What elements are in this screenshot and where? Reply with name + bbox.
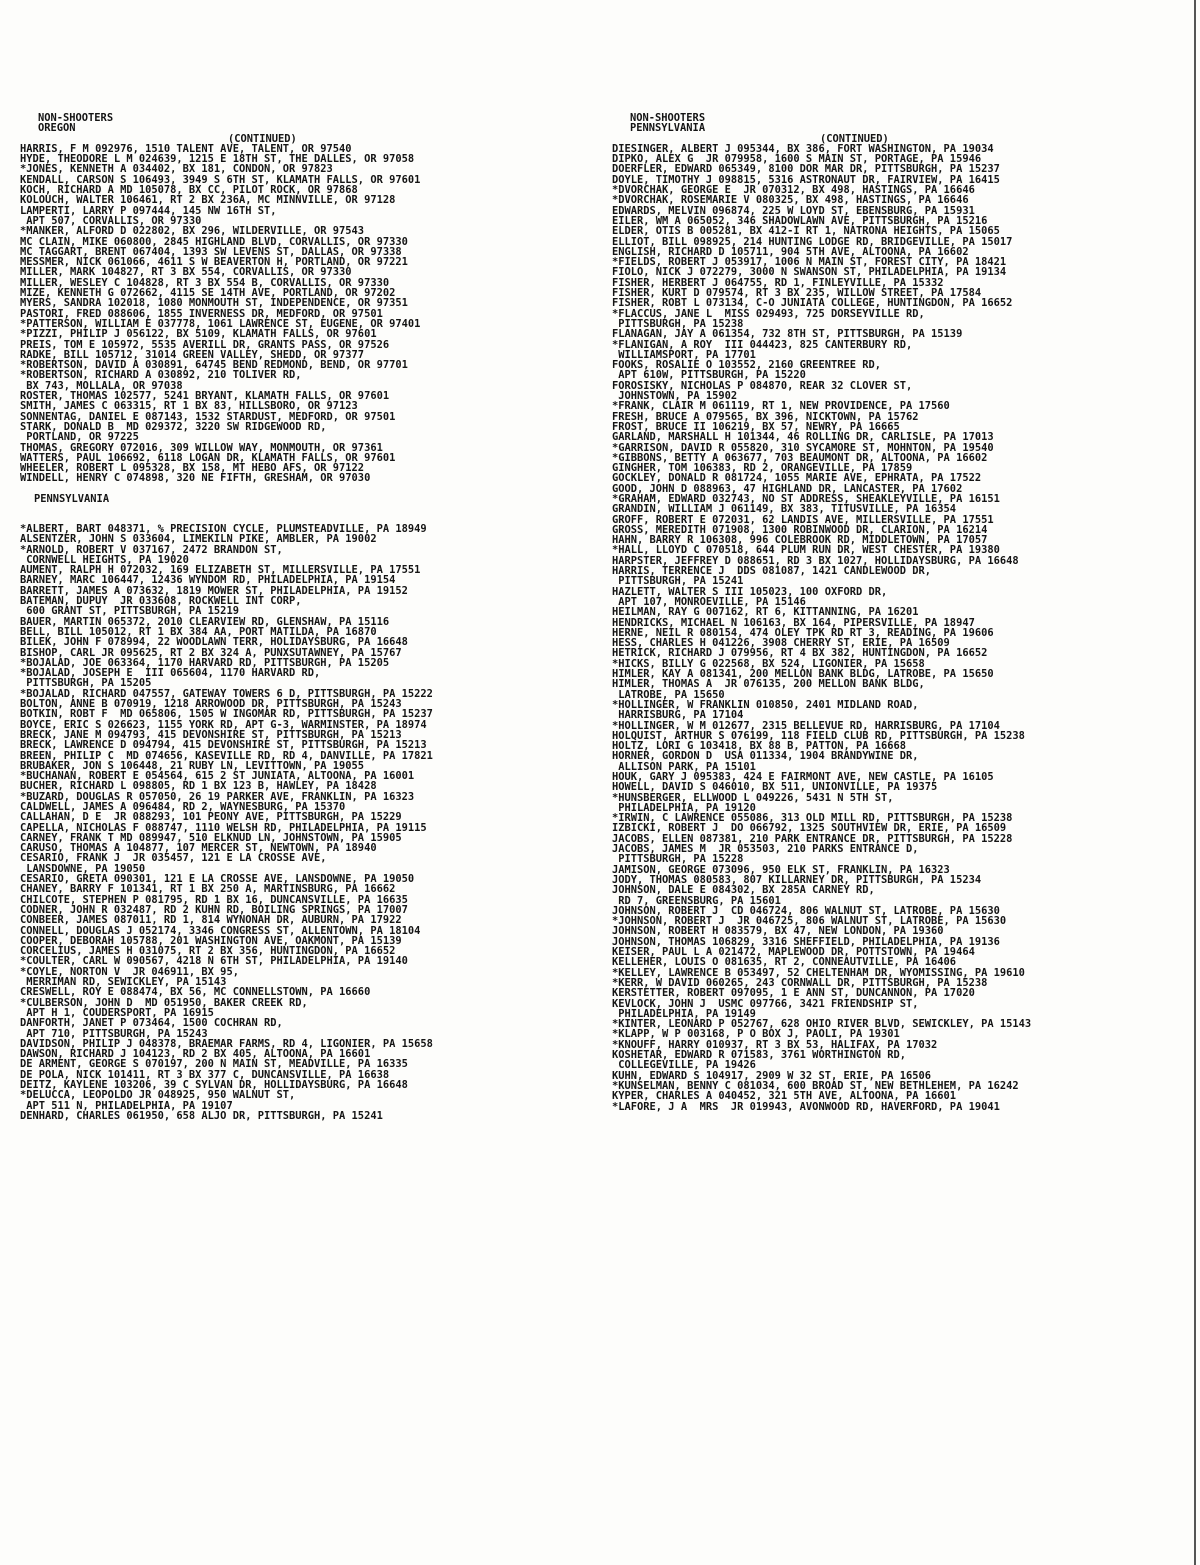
- directory-entry: COOPER, DEBORAH 105788, 201 WASHINGTON AVE, OAKMONT, PA 15139: [20, 934, 402, 947]
- directory-entry: JACOBS, ELLEN 087381, 210 PARK ENTRANCE DR, PITTSBURGH, PA 15228: [612, 832, 1013, 845]
- directory-entry: PORTLAND, OR 97225: [20, 431, 139, 444]
- directory-entry: *KLAPP, W P 003168, P O BOX J, PAOLI, PA 19301: [612, 1028, 900, 1041]
- directory-entry: MILLER, WESLEY C 104828, RT 3 BX 554 B, CORVALLIS, OR 97330: [20, 276, 390, 289]
- directory-entry: *CULBERSON, JOHN D MD 051950, BAKER CREEK RD,: [20, 996, 308, 1009]
- directory-entry: FOROSISKY, NICHOLAS P 084870, REAR 32 CLOVER ST,: [612, 379, 913, 392]
- directory-entry: LANSDOWNE, PA 19050: [20, 862, 146, 875]
- directory-entry: HYDE, THEODORE L M 024639, 1215 E 18TH ST, THE DALLES, OR 97058: [20, 153, 415, 166]
- directory-entry: CARNEY, FRANK T MD 089947, 510 ELKNUD LN, JOHNSTOWN, PA 15905: [20, 831, 402, 844]
- left-entry-list-oregon: [20, 144, 580, 484]
- directory-entry: BX 743, MOLLALA, OR 97038: [20, 379, 183, 392]
- directory-entry: BRECK, JANE M 094793, 415 DEVONSHIRE ST, PITTSBURGH, PA 15213: [20, 728, 402, 741]
- directory-entry: COLLEGEVILLE, PA 19426: [612, 1059, 756, 1072]
- directory-entry: JOHNSON, DALE E 084302, BX 285A CARNEY RD,: [612, 884, 875, 897]
- directory-entry: BUCHER, RICHARD L 098805, RD 1 BX 123 B, HAWLEY, PA 18428: [20, 780, 377, 793]
- directory-entry: JACOBS, JAMES M JR 053503, 210 PARKS ENTRANCE D,: [612, 843, 919, 856]
- directory-entry: *HOLLINGER, W M 012677, 2315 BELLEVUE RD, HARRISBURG, PA 17104: [612, 719, 1000, 732]
- directory-entry: GRANDIN, WILLIAM J 061149, BX 383, TITUSVILLE, PA 16354: [612, 503, 957, 516]
- directory-entry: BRECK, LAWRENCE D 094794, 415 DEVONSHIRE ST, PITTSBURGH, PA 15213: [20, 739, 427, 752]
- directory-entry: FISHER, KURT D 079574, RT 3 BX 235, WILLOW STREET, PA 17584: [612, 287, 982, 300]
- directory-entry: DE ARMENT, GEORGE S 070197, 200 N MAIN ST, MEADVILLE, PA 16335: [20, 1058, 408, 1071]
- directory-entry: *BUZARD, DOUGLAS R 057050, 26 19 PARKER AVE, FRANKLIN, PA 16323: [20, 790, 415, 803]
- directory-entry: DOYLE, TIMOTHY J 098815, 5316 ASTRONAUT DR, FAIRVIEW, PA 16415: [612, 173, 1000, 186]
- directory-entry: DE POLA, NICK 101411, RT 3 BX 377 C, DUNCANSVILLE, PA 16638: [20, 1068, 390, 1081]
- directory-entry: CAPELLA, NICHOLAS F 088747, 1110 WELSH RD, PHILADELPHIA, PA 19115: [20, 821, 427, 834]
- directory-entry: HOWELL, DAVID S 046010, BX 511, UNIONVILLE, PA 19375: [612, 781, 938, 794]
- directory-entry: KENDALL, CARSON S 106493, 3949 S 6TH ST, KLAMATH FALLS, OR 97601: [20, 173, 421, 186]
- directory-entry: *BOJALAD, RICHARD 047557, GATEWAY TOWERS 6 D, PITTSBURGH, PA 15222: [20, 687, 433, 700]
- directory-entry: IZBICKI, ROBERT J DO 066792, 1325 SOUTHVIEW DR, ERIE, PA 16509: [612, 822, 1007, 835]
- directory-entry: KOLOUCH, WALTER 106461, RT 2 BX 236A, MC MINNVILLE, OR 97128: [20, 194, 396, 207]
- directory-entry: LAMPERTI, LARRY P 097444, 145 NW 16TH ST,: [20, 204, 277, 217]
- directory-entry: DANFORTH, JANET P 073464, 1500 COCHRAN RD,: [20, 1017, 283, 1030]
- directory-entry: KOCH, RICHARD A MD 105078, BX CC, PILOT ROCK, OR 97868: [20, 184, 358, 197]
- directory-entry: *KELLEY, LAWRENCE B 053497, 52 CHELTENHAM DR, WYOMISSING, PA 19610: [612, 966, 1025, 979]
- directory-entry: HIMLER, KAY A 081341, 200 MELLON BANK BLDG, LATROBE, PA 15650: [612, 668, 994, 681]
- directory-entry: BILEK, JOHN F 078994, 22 WOODLAWN TERR, HOLIDAYSBURG, PA 16648: [20, 636, 408, 649]
- directory-entry: HORNER, GORDON D USA 011334, 1904 BRANDYWINE DR,: [612, 750, 919, 763]
- directory-entry: CESARIO, GRETA 090301, 121 E LA CROSSE AVE, LANSDOWNE, PA 19050: [20, 873, 415, 886]
- directory-entry: GOCKLEY, DONALD R 081724, 1055 MARIE AVE, EPHRATA, PA 17522: [612, 472, 982, 485]
- directory-entry: *JONES, KENNETH A 034402, BX 181, CONDON, OR 97823: [20, 163, 333, 176]
- directory-entry: MERRIMAN RD, SEWICKLEY, PA 15143: [20, 976, 227, 989]
- directory-entry: *FIELDS, ROBERT J 053917, 1006 N MAIN ST, FOREST CITY, PA 18421: [612, 256, 1007, 269]
- left-entry-list-pennsylvania: [20, 524, 580, 1121]
- directory-entry: *ALBERT, BART 048371, % PRECISION CYCLE, PLUMSTEADVILLE, PA 18949: [20, 522, 427, 535]
- directory-entry: *HALL, LLOYD C 070518, 644 PLUM RUN DR, WEST CHESTER, PA 19380: [612, 544, 1000, 557]
- directory-entry: *GIBBONS, BETTY A 063677, 703 BEAUMONT DR, ALTOONA, PA 16602: [612, 451, 988, 464]
- directory-entry: JOHNSON, THOMAS 106829, 3316 SHEFFIELD, PHILADELPHIA, PA 19136: [612, 935, 1000, 948]
- directory-entry: APT 511 N, PHILADELPHIA, PA 19107: [20, 1099, 233, 1112]
- directory-entry: HARRIS, TERRENCE J DDS 081087, 1421 CANDLEWOOD DR,: [612, 565, 932, 578]
- directory-entry: FOOKS, ROSALIE O 103552, 2160 GREENTREE RD,: [612, 359, 881, 372]
- directory-entry: FISHER, ROBT L 073134, C-O JUNIATA COLLEGE, HUNTINGDON, PA 16652: [612, 297, 1013, 310]
- directory-entry: APT 507, CORVALLIS, OR 97330: [20, 214, 202, 227]
- directory-entry: HOLQUIST, ARTHUR S 076199, 118 FIELD CLUB RD, PITTSBURGH, PA 15238: [612, 729, 1025, 742]
- directory-entry: ELLIOT, BILL 098925, 214 HUNTING LODGE RD, BRIDGEVILLE, PA 15017: [612, 235, 1013, 248]
- directory-entry: *KINTER, LEONARD P 052767, 628 OHIO RIVER BLVD, SEWICKLEY, PA 15143: [612, 1018, 1032, 1031]
- directory-entry: APT 610W, PITTSBURGH, PA 15220: [612, 369, 806, 382]
- directory-entry: JOHNSON, ROBERT J CD 046724, 806 WALNUT ST, LATROBE, PA 15630: [612, 904, 1000, 917]
- directory-entry: BARRETT, JAMES A 073632, 1819 MOWER ST, PHILADELPHIA, PA 19152: [20, 584, 408, 597]
- directory-entry: GROSS, MEREDITH 071908, 1300 ROBINWOOD DR, CLARION, PA 16214: [612, 523, 988, 536]
- directory-entry: BOLTON, ANNE B 070919, 1218 ARROWOOD DR, PITTSBURGH, PA 15243: [20, 698, 402, 711]
- directory-entry: HOUK, GARY J 095383, 424 E FAIRMONT AVE, NEW CASTLE, PA 16105: [612, 771, 994, 783]
- left-continued: (CONTINUED): [228, 132, 297, 145]
- directory-entry: MIZE, KENNETH G 072662, 4115 SE 14TH AVE, PORTLAND, OR 97202: [20, 287, 396, 300]
- directory-entry: *LAFORE, J A MRS JR 019943, AVONWOOD RD, HAVERFORD, PA 19041: [612, 1100, 1000, 1113]
- directory-entry: STARK, DONALD B MD 029372, 3220 SW RIDGEWOOD RD,: [20, 420, 327, 433]
- directory-entry: KOSHETAR, EDWARD R 071583, 3761 WORTHINGTON RD,: [612, 1049, 907, 1062]
- right-column: [612, 113, 1182, 1112]
- directory-entry: ROSTER, THOMAS 102577, 5241 BRYANT, KLAMATH FALLS, OR 97601: [20, 390, 390, 403]
- directory-entry: LATROBE, PA 15650: [612, 688, 725, 701]
- directory-entry: *DVORCHAK, GEORGE E JR 070312, BX 498, HASTINGS, PA 16646: [612, 184, 975, 197]
- directory-entry: HESS, CHARLES H 041226, 3908 CHERRY ST, ERIE, PA 16509: [612, 637, 950, 650]
- directory-entry: EILER, WM A 065052, 346 SHADOWLAWN AVE, PITTSBURGH, PA 15216: [612, 214, 988, 227]
- directory-entry: MYERS, SANDRA 102018, 1080 MONMOUTH ST, INDEPENDENCE, OR 97351: [20, 297, 408, 310]
- left-header-title: NON-SHOOTERS: [38, 112, 114, 124]
- directory-entry: HARRISBURG, PA 17104: [612, 709, 744, 722]
- directory-entry: KEISER, PAUL L A 021472, MAPLEWOOD DR, POTTSTOWN, PA 19464: [612, 946, 975, 959]
- directory-entry: CONNELL, DOUGLAS J 052174, 3346 CONGRESS ST, ALLENTOWN, PA 18104: [20, 924, 421, 937]
- directory-entry: CONBEER, JAMES 087011, RD 1, 814 WYNONAH DR, AUBURN, PA 17922: [20, 914, 402, 927]
- directory-entry: *PIZZI, PHILIP J 056122, BX 5109, KLAMATH FALLS, OR 97601: [20, 328, 377, 341]
- directory-entry: *PATTERSON, WILLIAM E 037778, 1061 LAWRENCE ST, EUGENE, OR 97401: [20, 317, 421, 330]
- directory-entry: CORCELIUS, JAMES H 031075, RT 2 BX 356, HUNTINGDON, PA 16652: [20, 945, 396, 958]
- directory-entry: *FRANK, CLAIR M 061119, RT 1, NEW PROVIDENCE, PA 17560: [612, 400, 950, 413]
- directory-entry: CODNER, JOHN R 032487, RD 2 KUHN RD, BOILING SPRINGS, PA 17007: [20, 903, 408, 916]
- directory-entry: BAUER, MARTIN 065372, 2010 CLEARVIEW RD, GLENSHAW, PA 15116: [20, 615, 390, 628]
- directory-entry: 600 GRANT ST, PITTSBURGH, PA 15219: [20, 605, 239, 618]
- directory-entry: DAWSON, RICHARD J 104123, RD 2 BX 405, ALTOONA, PA 16601: [20, 1048, 371, 1061]
- directory-entry: DAVIDSON, PHILIP J 048378, BRAEMAR FARMS, RD 4, LIGONIER, PA 15658: [20, 1037, 433, 1050]
- directory-entry: CESARIO, FRANK J JR 035457, 121 E LA CROSSE AVE,: [20, 852, 327, 865]
- directory-entry: BATEMAN, DUPUY JR 033608, ROCKWELL INT CORP,: [20, 595, 302, 608]
- directory-entry: *HOLLINGER, W FRANKLIN 010850, 2401 MIDLAND ROAD,: [612, 698, 919, 711]
- directory-entry: ALLISON PARK, PA 15101: [612, 760, 756, 773]
- directory-entry: DEITZ, KAYLENE 103206, 39 C SYLVAN DR, HOLLIDAYSBURG, PA 16648: [20, 1079, 408, 1092]
- left-header-state: OREGON: [38, 122, 76, 135]
- directory-entry: *COYLE, NORTON V JR 046911, BX 95,: [20, 965, 239, 978]
- directory-entry: APT H 1, COUDERSPORT, PA 16915: [20, 1006, 214, 1019]
- directory-entry: APT 107, MONROEVILLE, PA 15146: [612, 595, 806, 608]
- directory-entry: *ROBERTSON, RICHARD A 030892, 210 TOLIVER RD,: [20, 369, 302, 382]
- directory-entry: DENHARD, CHARLES 061950, 658 ALJO DR, PITTSBURGH, PA 15241: [20, 1109, 383, 1122]
- directory-entry: *GARRISON, DAVID R 055820, 310 SYCAMORE ST, MOHNTON, PA 19540: [612, 441, 994, 454]
- directory-entry: BRUBAKER, JON S 106448, 21 RUBY LN, LEVITTOWN, PA 19055: [20, 759, 365, 772]
- directory-entry: *ARNOLD, ROBERT V 037167, 2472 BRANDON ST,: [20, 543, 283, 556]
- directory-entry: RD 7, GREENSBURG, PA 15601: [612, 894, 781, 907]
- directory-entry: APT 710, PITTSBURGH, PA 15243: [20, 1027, 208, 1040]
- directory-entry: MILLER, MARK 104827, RT 3 BX 554, CORVALLIS, OR 97330: [20, 266, 352, 279]
- directory-entry: RADKE, BILL 105712, 31014 GREEN VALLEY, SHEDD, OR 97377: [20, 348, 365, 361]
- right-header-title: NON-SHOOTERS: [630, 112, 706, 124]
- directory-entry: *ROBERTSON, DAVID A 030891, 64745 BEND REDMOND, BEND, OR 97701: [20, 359, 408, 372]
- directory-entry: *KNOUFF, HARRY 010937, RT 3 BX 53, HALIFAX, PA 17032: [612, 1038, 938, 1051]
- directory-entry: *FLANIGAN, A ROY III 044423, 825 CANTERBURY RD,: [612, 338, 913, 351]
- directory-entry: KEVLOCK, JOHN J USMC 097766, 3421 FRIENDSHIP ST,: [612, 997, 919, 1010]
- directory-entry: PHILADELPHIA, PA 19149: [612, 1007, 756, 1020]
- directory-entry: PITTSBURGH, PA 15228: [612, 853, 744, 866]
- directory-entry: MC CLAIN, MIKE 060800, 2845 HIGHLAND BLVD, CORVALLIS, OR 97330: [20, 235, 408, 248]
- directory-entry: BOYCE, ERIC S 026623, 1155 YORK RD, APT G-3, WARMINSTER, PA 18974: [20, 718, 427, 731]
- directory-entry: *IRWIN, C LAWRENCE 055086, 313 OLD MILL RD, PITTSBURGH, PA 15238: [612, 812, 1013, 825]
- directory-entry: CRESWELL, ROY E 088474, BX 56, MC CONNELLSTOWN, PA 16660: [20, 986, 371, 999]
- directory-entry: CHILCOTE, STEPHEN P 081795, RD 1 BX 16, DUNCANSVILLE, PA 16635: [20, 893, 408, 906]
- directory-entry: JAMISON, GEORGE 073096, 950 ELK ST, FRANKLIN, PA 16323: [612, 863, 950, 876]
- directory-entry: WILLIAMSPORT, PA 17701: [612, 348, 756, 361]
- directory-entry: FISHER, HERBERT J 064755, RD 1, FINLEYVILLE, PA 15332: [612, 276, 944, 289]
- directory-entry: HAZLETT, WALTER S III 105023, 100 OXFORD DR,: [612, 585, 888, 598]
- directory-entry: FLANAGAN, JAY A 061354, 732 8TH ST, PITTSBURGH, PA 15139: [612, 328, 963, 341]
- directory-entry: SMITH, JAMES C 063315, RT 1 BX 83, HILLSBORO, OR 97123: [20, 400, 358, 413]
- directory-entry: *HUNSBERGER, ELLWOOD L 049226, 5431 N 5TH ST,: [612, 791, 894, 804]
- directory-entry: HOLTZ, LORI G 103418, BX 88 B, PATTON, PA 16668: [612, 740, 907, 753]
- directory-entry: CALLAHAN, D E JR 088293, 101 PEONY AVE, PITTSBURGH, PA 15229: [20, 811, 402, 824]
- directory-entry: *KUNSELMAN, BENNY C 081034, 600 BROAD ST, NEW BETHLEHEM, PA 16242: [612, 1079, 1019, 1092]
- directory-entry: GARLAND, MARSHALL H 101344, 46 ROLLING DR, CARLISLE, PA 17013: [612, 431, 994, 444]
- directory-entry: HARRIS, F M 092976, 1510 TALENT AVE, TALENT, OR 97540: [20, 142, 352, 155]
- directory-entry: HERNE, NEIL R 080154, 474 OLEY TPK RD RT 3, READING, PA 19606: [612, 626, 994, 639]
- directory-entry: BISHOP, CARL JR 095625, RT 2 BX 324 A, PUNXSUTAWNEY, PA 15767: [20, 646, 402, 659]
- directory-entry: JOHNSON, ROBERT H 083579, BX 47, NEW LONDON, PA 19360: [612, 925, 944, 938]
- directory-entry: FRESH, BRUCE A 079565, BX 396, NICKTOWN, PA 15762: [612, 410, 919, 423]
- directory-entry: HARPSTER, JEFFREY D 088651, RD 3 BX 1027, HOLLIDAYSBURG, PA 16648: [612, 554, 1019, 567]
- directory-entry: ALSENTZER, JOHN S 033604, LIMEKILN PIKE, AMBLER, PA 19002: [20, 533, 377, 546]
- directory-entry: GOOD, JOHN D 088963, 47 HIGHLAND DR, LANCASTER, PA 17602: [612, 482, 963, 495]
- directory-entry: *BOJALAD, JOSEPH E III 065604, 1170 HARVARD RD,: [20, 667, 321, 680]
- directory-entry: WATTERS, PAUL 106692, 6118 LOGAN DR, KLAMATH FALLS, OR 97601: [20, 451, 396, 464]
- directory-entry: BOTKIN, ROBT F MD 065806, 1505 W INGOMAR RD, PITTSBURGH, PA 15237: [20, 708, 433, 721]
- directory-entry: JODY, THOMAS 080583, 807 KILLARNEY DR, PITTSBURGH, PA 15234: [612, 873, 982, 886]
- directory-entry: DIESINGER, ALBERT J 095344, BX 386, FORT WASHINGTON, PA 19034: [612, 142, 994, 155]
- directory-entry: *HICKS, BILLY G 022568, BX 524, LIGONIER, PA 15658: [612, 657, 925, 670]
- directory-entry: *DVORCHAK, ROSEMARIE V 080325, BX 498, HASTINGS, PA 16646: [612, 194, 969, 207]
- directory-entry: *KERR, W DAVID 060265, 243 CORNWALL DR, PITTSBURGH, PA 15238: [612, 976, 988, 989]
- directory-entry: ELDER, OTIS B 005281, BX 412-I RT 1, NATRONA HEIGHTS, PA 15065: [612, 225, 1000, 238]
- directory-entry: *BOJALAD, JOE 063364, 1170 HARVARD RD, PITTSBURGH, PA 15205: [20, 656, 390, 669]
- directory-entry: EDWARDS, MELVIN 096874, 225 W LOYD ST, EBENSBURG, PA 15931: [612, 204, 975, 217]
- directory-entry: BREEN, PHILIP C MD 074656, KASEVILLE RD, RD 4, DANVILLE, PA 17821: [20, 749, 433, 762]
- directory-entry: CARUSO, THOMAS A 104877, 107 MERCER ST, NEWTOWN, PA 18940: [20, 842, 377, 855]
- page-edge: [1194, 0, 1196, 1565]
- directory-entry: *DELUCCA, LEOPOLDO JR 048925, 950 WALNUT ST,: [20, 1089, 296, 1102]
- directory-entry: CORNWELL HEIGHTS, PA 19020: [20, 553, 189, 566]
- directory-entry: HENDRICKS, MICHAEL N 106163, BX 164, PIPERSVILLE, PA 18947: [612, 616, 975, 629]
- right-continued: (CONTINUED): [820, 132, 889, 145]
- directory-entry: WHEELER, ROBERT L 095328, BX 158, MT HEBO AFS, OR 97122: [20, 462, 365, 475]
- directory-entry: *COULTER, CARL W 090567, 4218 N 6TH ST, PHILADELPHIA, PA 19140: [20, 955, 408, 968]
- directory-entry: KELLEHER, LOUIS O 081635, RT 2, CONNEAUTVILLE, PA 16406: [612, 956, 957, 969]
- directory-entry: KYPER, CHARLES A 040452, 321 5TH AVE, ALTOONA, PA 16601: [612, 1090, 957, 1103]
- directory-entry: *MANKER, ALFORD D 022802, BX 296, WILDERVILLE, OR 97543: [20, 225, 365, 238]
- directory-entry: CALDWELL, JAMES A 096484, RD 2, WAYNESBURG, PA 15370: [20, 801, 346, 813]
- directory-entry: DIPKO, ALEX G JR 079958, 1600 S MAIN ST, PORTAGE, PA 15946: [612, 153, 982, 166]
- directory-entry: BELL, BILL 105012, RT 1 BX 384 AA, PORT MATILDA, PA 16870: [20, 625, 377, 638]
- directory-entry: BARNEY, MARC 106447, 12436 WYNDOM RD, PHILADELPHIA, PA 19154: [20, 574, 396, 587]
- directory-entry: GINGHER, TOM 106383, RD 2, ORANGEVILLE, PA 17859: [612, 462, 913, 475]
- directory-entry: *GRAHAM, EDWARD 032743, NO ST ADDRESS, SHEAKLEYVILLE, PA 16151: [612, 492, 1000, 505]
- directory-entry: *BUCHANAN, ROBERT E 054564, 615 2 ST JUNIATA, ALTOONA, PA 16001: [20, 770, 415, 783]
- right-entry-list: [612, 144, 1182, 1112]
- directory-entry: CHANEY, BARRY F 101341, RT 1 BX 250 A, MARTINSBURG, PA 16662: [20, 883, 396, 896]
- directory-entry: ENGLISH, RICHARD D 105711, 904 5TH AVE, ALTOONA, PA 16602: [612, 245, 969, 258]
- directory-entry: HAHN, BARRY R 106308, 996 COLEBROOK RD, MIDDLETOWN, PA 17057: [612, 534, 988, 547]
- directory-entry: DOERFLER, EDWARD 065349, 8100 DOR MAR DR, PITTSBURGH, PA 15237: [612, 163, 1000, 176]
- directory-entry: JOHNSTOWN, PA 15902: [612, 390, 738, 403]
- directory-entry: PITTSBURGH, PA 15238: [612, 317, 744, 330]
- directory-entry: WINDELL, HENRY C 074898, 320 NE FIFTH, GRESHAM, OR 97030: [20, 472, 371, 485]
- directory-entry: MESSMER, NICK 061066, 4611 S W BEAVERTON H, PORTLAND, OR 97221: [20, 256, 408, 269]
- section-heading-pennsylvania: PENNSYLVANIA: [34, 492, 110, 505]
- directory-entry: SONNENTAG, DANIEL E 087143, 1532 STARDUST, MEDFORD, OR 97501: [20, 410, 396, 423]
- directory-entry: *JOHNSON, ROBERT J JR 046725, 806 WALNUT ST, LATROBE, PA 15630: [612, 915, 1007, 928]
- directory-entry: HETRICK, RICHARD J 079956, RT 4 BX 382, HUNTINGDON, PA 16652: [612, 647, 988, 660]
- directory-entry: GROFF, ROBERT E 072031, 62 LANDIS AVE, MILLERSVILLE, PA 17551: [612, 513, 994, 526]
- directory-entry: KUHN, EDWARD S 104917, 2909 W 32 ST, ERIE, PA 16506: [612, 1069, 932, 1082]
- directory-entry: PASTORI, FRED 088606, 1855 INVERNESS DR, MEDFORD, OR 97501: [20, 307, 383, 320]
- directory-entry: AUMENT, RALPH H 072032, 169 ELIZABETH ST, MILLERSVILLE, PA 17551: [20, 564, 421, 577]
- left-column: [20, 113, 580, 1121]
- directory-entry: HEILMAN, RAY G 007162, RT 6, KITTANNING, PA 16201: [612, 606, 919, 619]
- directory-entry: PHILADELPHIA, PA 19120: [612, 801, 756, 814]
- directory-entry: PITTSBURGH, PA 15205: [20, 677, 152, 690]
- directory-entry: FIOLO, NICK J 072279, 3000 N SWANSON ST, PHILADELPHIA, PA 19134: [612, 266, 1007, 279]
- directory-entry: *FLACCUS, JANE L MISS 029493, 725 DORSEYVILLE RD,: [612, 307, 925, 320]
- directory-entry: PREIS, TOM E 105972, 5535 AVERILL DR, GRANTS PASS, OR 97526: [20, 338, 390, 351]
- right-header-state: PENNSYLVANIA: [630, 122, 706, 135]
- directory-entry: MC TAGGART, BRENT 067404, 1393 SW LEVENS ST, DALLAS, OR 97338: [20, 245, 402, 258]
- directory-entry: HIMLER, THOMAS A JR 076135, 200 MELLON BANK BLDG,: [612, 678, 925, 691]
- directory-entry: PITTSBURGH, PA 15241: [612, 575, 744, 588]
- directory-entry: THOMAS, GREGORY 072016, 309 WILLOW WAY, MONMOUTH, OR 97361: [20, 441, 383, 454]
- directory-entry: KERSTETTER, ROBERT 097095, 1 E ANN ST, DUNCANNON, PA 17020: [612, 987, 975, 1000]
- directory-entry: FROST, BRUCE II 106219, BX 57, NEWRY, PA 16665: [612, 420, 900, 433]
